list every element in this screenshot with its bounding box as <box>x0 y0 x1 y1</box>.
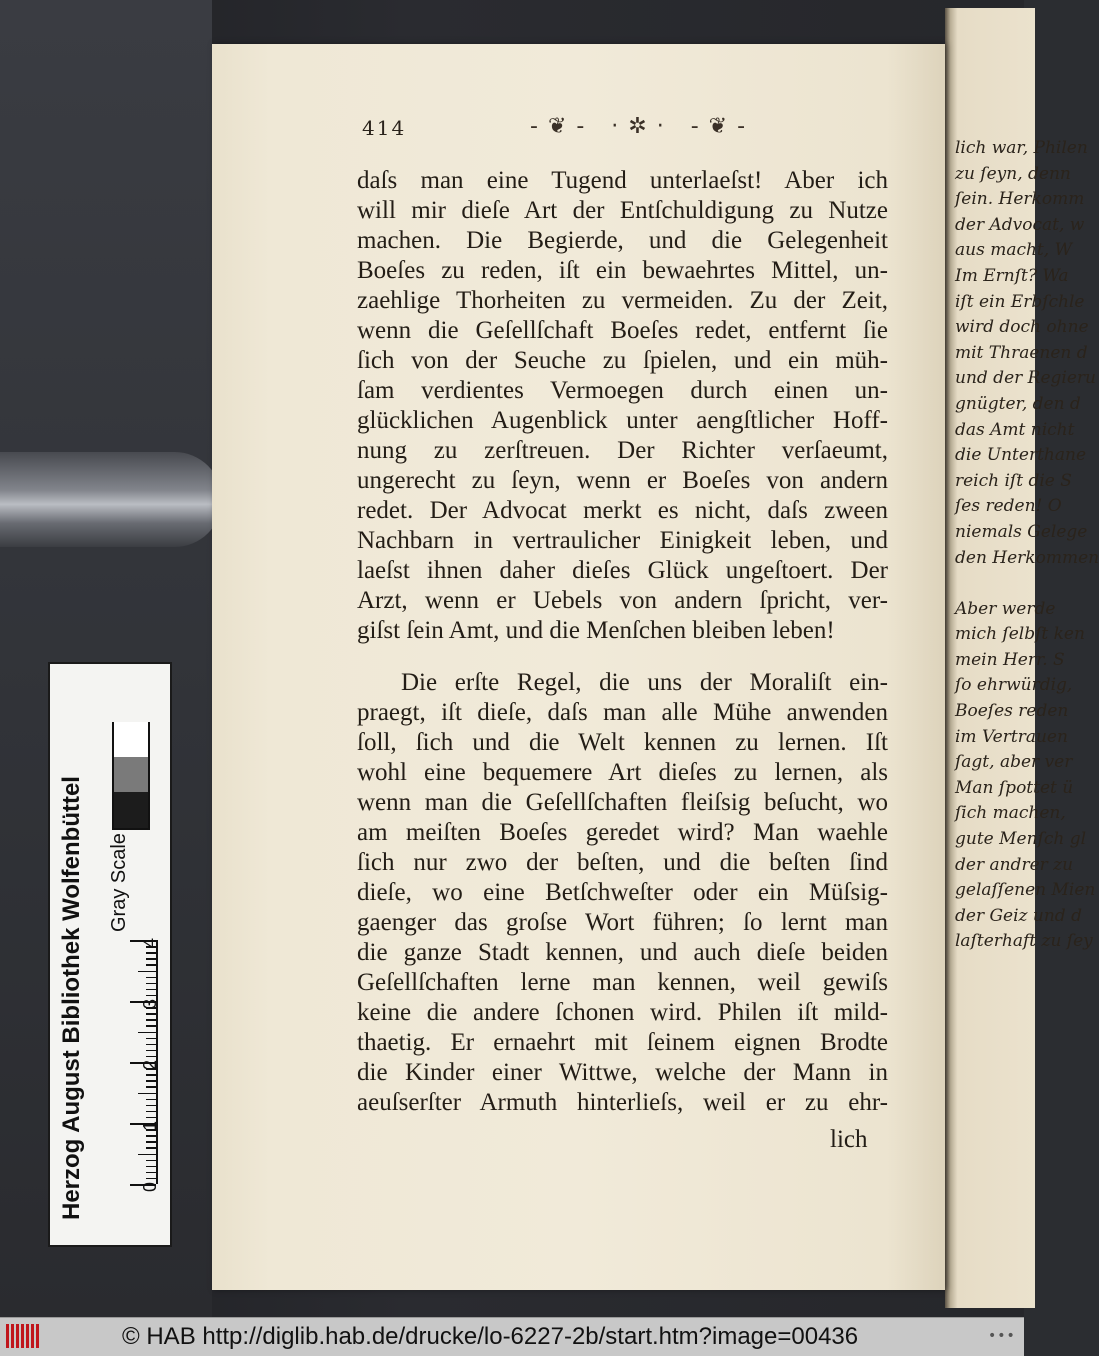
next-page-line <box>955 571 1075 597</box>
next-page-line: mein Herr. S <box>955 649 1065 670</box>
next-page-line: Im Ernſt? Wa <box>955 265 1069 286</box>
ruler-tick <box>146 1141 156 1143</box>
ruler-subtitle: Gray Scale <box>108 833 130 932</box>
next-page-line: gnügter, den d <box>955 393 1081 414</box>
next-page-line: zu ſeyn, denn <box>955 163 1071 184</box>
text-line: redet. Der Advocat merkt es nicht, daſs zween <box>357 497 888 524</box>
ruler-tick <box>138 971 156 973</box>
text-line: die Kinder einer Wittwe, welche der Mann in <box>357 1059 888 1086</box>
text-line: ſam verdientes Vermoegen durch einen un- <box>357 377 888 404</box>
next-page-text <box>955 136 1099 955</box>
text-line: glücklichen Augenblick unter aengſtlicher Hoff- <box>357 407 888 434</box>
next-page-line: und der Regieru <box>955 368 1096 389</box>
text-line: Nachbarn in vertraulicher Einigkeit leben, und <box>357 527 888 554</box>
ruler-tick <box>146 1117 156 1119</box>
next-page-line: der andrer zu <box>955 854 1074 875</box>
text-line: dieſe, wo eine Betſchweſter oder ein Müſsig- <box>357 879 888 906</box>
ruler-tick <box>146 1111 156 1113</box>
ruler-tick <box>146 1056 156 1058</box>
footer-bar <box>0 1317 1024 1356</box>
next-page-line: der Geiz und d <box>955 905 1082 926</box>
paragraph-2 <box>357 668 888 1118</box>
ruler-tick <box>146 1135 156 1137</box>
text-line: nung zu zerſtreuen. Der Richter verſaeumt, <box>357 437 888 464</box>
ruler-number: 2 <box>140 1059 160 1070</box>
text-line: aeuſserſter Armuth hinterlieſs, weil er zu ehr- <box>357 1089 888 1116</box>
text-line: Arzt, wenn er Uebels von andern ſpricht, ver- <box>357 587 888 614</box>
ruler-tick <box>146 995 156 997</box>
ruler-tick <box>138 1093 156 1095</box>
ruler-title: Herzog August Bibliothek Wolfenbüttel <box>58 776 85 1220</box>
next-page-line: ſein. Herkomm <box>955 189 1085 210</box>
ruler-tick <box>146 1160 156 1162</box>
ruler-tick <box>146 952 156 954</box>
gray-swatches <box>112 722 150 830</box>
next-page-line: ſich machen, <box>955 803 1066 824</box>
ruler-number: 4 <box>140 937 160 948</box>
ruler-tick <box>146 1099 156 1101</box>
ruler-number: 0 <box>140 1181 160 1192</box>
ruler-number: 1 <box>140 1120 160 1131</box>
ruler-tick <box>146 1105 156 1107</box>
next-page-line: wird doch ohne <box>955 317 1089 338</box>
next-page-line: ſes reden! O <box>955 496 1062 517</box>
text-line: machen. Die Begierde, und die Gelegenheit <box>357 227 888 254</box>
page-clamp <box>0 452 222 547</box>
text-line: laeſst ihnen daher dieſes Glück ungeſtoert. Der <box>357 557 888 584</box>
next-page-line: lich war, Philen <box>955 138 1088 158</box>
text-line: wenn man die Geſellſchaften fleiſsig beſucht, wo <box>357 789 888 816</box>
next-page-line: gute Menſch gl <box>955 829 1087 850</box>
ruler-tick <box>146 1074 156 1076</box>
text-line: ſoll, ſich und die Welt kennen zu lernen. Iſt <box>357 729 888 756</box>
next-page-line: das Amt nicht <box>955 419 1075 440</box>
next-page-line: Aber werde <box>955 598 1056 619</box>
text-line: Die erſte Regel, die uns der Moraliſt ein- <box>401 669 888 696</box>
ruler-tick <box>146 1080 156 1082</box>
ruler-tick <box>146 977 156 979</box>
text-line: am meiſten Boeſes geredet wird? Man waehle <box>357 819 888 846</box>
text-line: thaetig. Er ernaehrt mit ſeinem eignen Brodte <box>357 1029 888 1056</box>
page-number: 414 <box>362 116 407 140</box>
next-page-edge <box>945 8 1099 1308</box>
text-line: Boeſes zu reden, iſt ein bewaehrtes Mittel, un- <box>357 257 888 284</box>
ruler-tick <box>146 1038 156 1040</box>
catchword: lich <box>830 1126 868 1153</box>
ruler-tick <box>146 1166 156 1168</box>
text-line: keine die andere ſchonen wird. Philen iſt mild- <box>357 999 888 1026</box>
next-page-line: mich ſelbſt ken <box>955 624 1085 645</box>
ruler-number: 3 <box>140 998 160 1009</box>
ruler-tick <box>146 983 156 985</box>
ruler-tick <box>146 1019 156 1021</box>
next-page-line: aus macht, W <box>955 240 1073 261</box>
ruler-tick <box>146 1044 156 1046</box>
ruler-tick <box>138 1032 156 1034</box>
ruler-tick <box>138 1154 156 1156</box>
ruler-tick <box>146 1178 156 1180</box>
swatch-white <box>114 722 148 758</box>
text-line: will mir dieſe Art der Entſchuldigung zu Nutze <box>357 197 888 224</box>
text-line: praegt, iſt dieſe, daſs man alle Mühe anwenden <box>357 699 888 726</box>
next-page-line: niemals Gelege <box>955 521 1088 542</box>
ruler-tick <box>146 1025 156 1027</box>
ruler-tick <box>146 958 156 960</box>
text-line: ſich nur zwo der beſten, und die beſten ſind <box>357 849 888 876</box>
next-page-line: im Vertrauen <box>955 726 1068 747</box>
text-line: zaehlige Thorheiten zu vermeiden. Zu der Zeit, <box>357 287 888 314</box>
ruler-tick <box>146 1013 156 1015</box>
text-line: gaenger das groſse Wort führen; ſo lernt man <box>357 909 888 936</box>
ruler-tick <box>146 989 156 991</box>
ruler-tick <box>146 964 156 966</box>
next-page-line: ſo ehrwürdig, <box>955 675 1073 696</box>
text-line: ſich von der Seuche zu ſpielen, und ein müh- <box>357 347 888 374</box>
text-line: Geſellſchaften lerne man kennen, weil gewiſs <box>357 969 888 996</box>
ruler-tick <box>146 1147 156 1149</box>
ruler-tick <box>146 1086 156 1088</box>
next-page-line: iſt ein Erbſchle <box>955 291 1085 312</box>
next-page-line: laſterhaft zu ſey <box>955 931 1093 952</box>
next-page-line: reich iſt die S <box>955 470 1072 491</box>
next-page-line: mit Thraenen d <box>955 342 1088 363</box>
next-page-line: den Herkommen <box>955 547 1099 568</box>
ruler-tick <box>146 1050 156 1052</box>
swatch-gray <box>114 757 148 793</box>
next-page-line: ſagt, aber ver <box>955 752 1073 773</box>
ruler-tick <box>146 1172 156 1174</box>
text-line: wenn die Geſellſchaft Boeſes redet, entfernt ſie <box>357 317 888 344</box>
copyright-link[interactable]: © HAB http://diglib.hab.de/drucke/lo-6227-2b/start.htm?image=00436 <box>122 1323 859 1350</box>
header-ornament: -❦- ·✲· -❦- <box>530 114 756 139</box>
next-page-line: Man ſpottet ü <box>955 777 1074 798</box>
text-line: giſst ſein Amt, und die Menſchen bleiben leben! <box>357 617 835 644</box>
text-line: daſs man eine Tugend unterlaeſst! Aber ich <box>357 167 888 194</box>
next-page-line: die Unterthane <box>955 445 1087 466</box>
more-icon[interactable]: ••• <box>988 1328 1016 1344</box>
text-line: die ganze Stadt kennen, und auch dieſe beiden <box>357 939 888 966</box>
next-page-line: Boeſes reden <box>955 701 1069 722</box>
text-line: ungerecht zu ſeyn, wenn er Boeſes von andern <box>357 467 888 494</box>
next-page-line: gelaſſenen Mien <box>955 880 1096 901</box>
text-line: wohl eine bequemere Art dieſes zu lernen, als <box>357 759 888 786</box>
next-page-line: der Advocat, w <box>955 214 1085 235</box>
paragraph-1 <box>357 166 888 646</box>
hab-logo-icon[interactable] <box>6 1324 46 1350</box>
swatch-black <box>114 792 148 828</box>
